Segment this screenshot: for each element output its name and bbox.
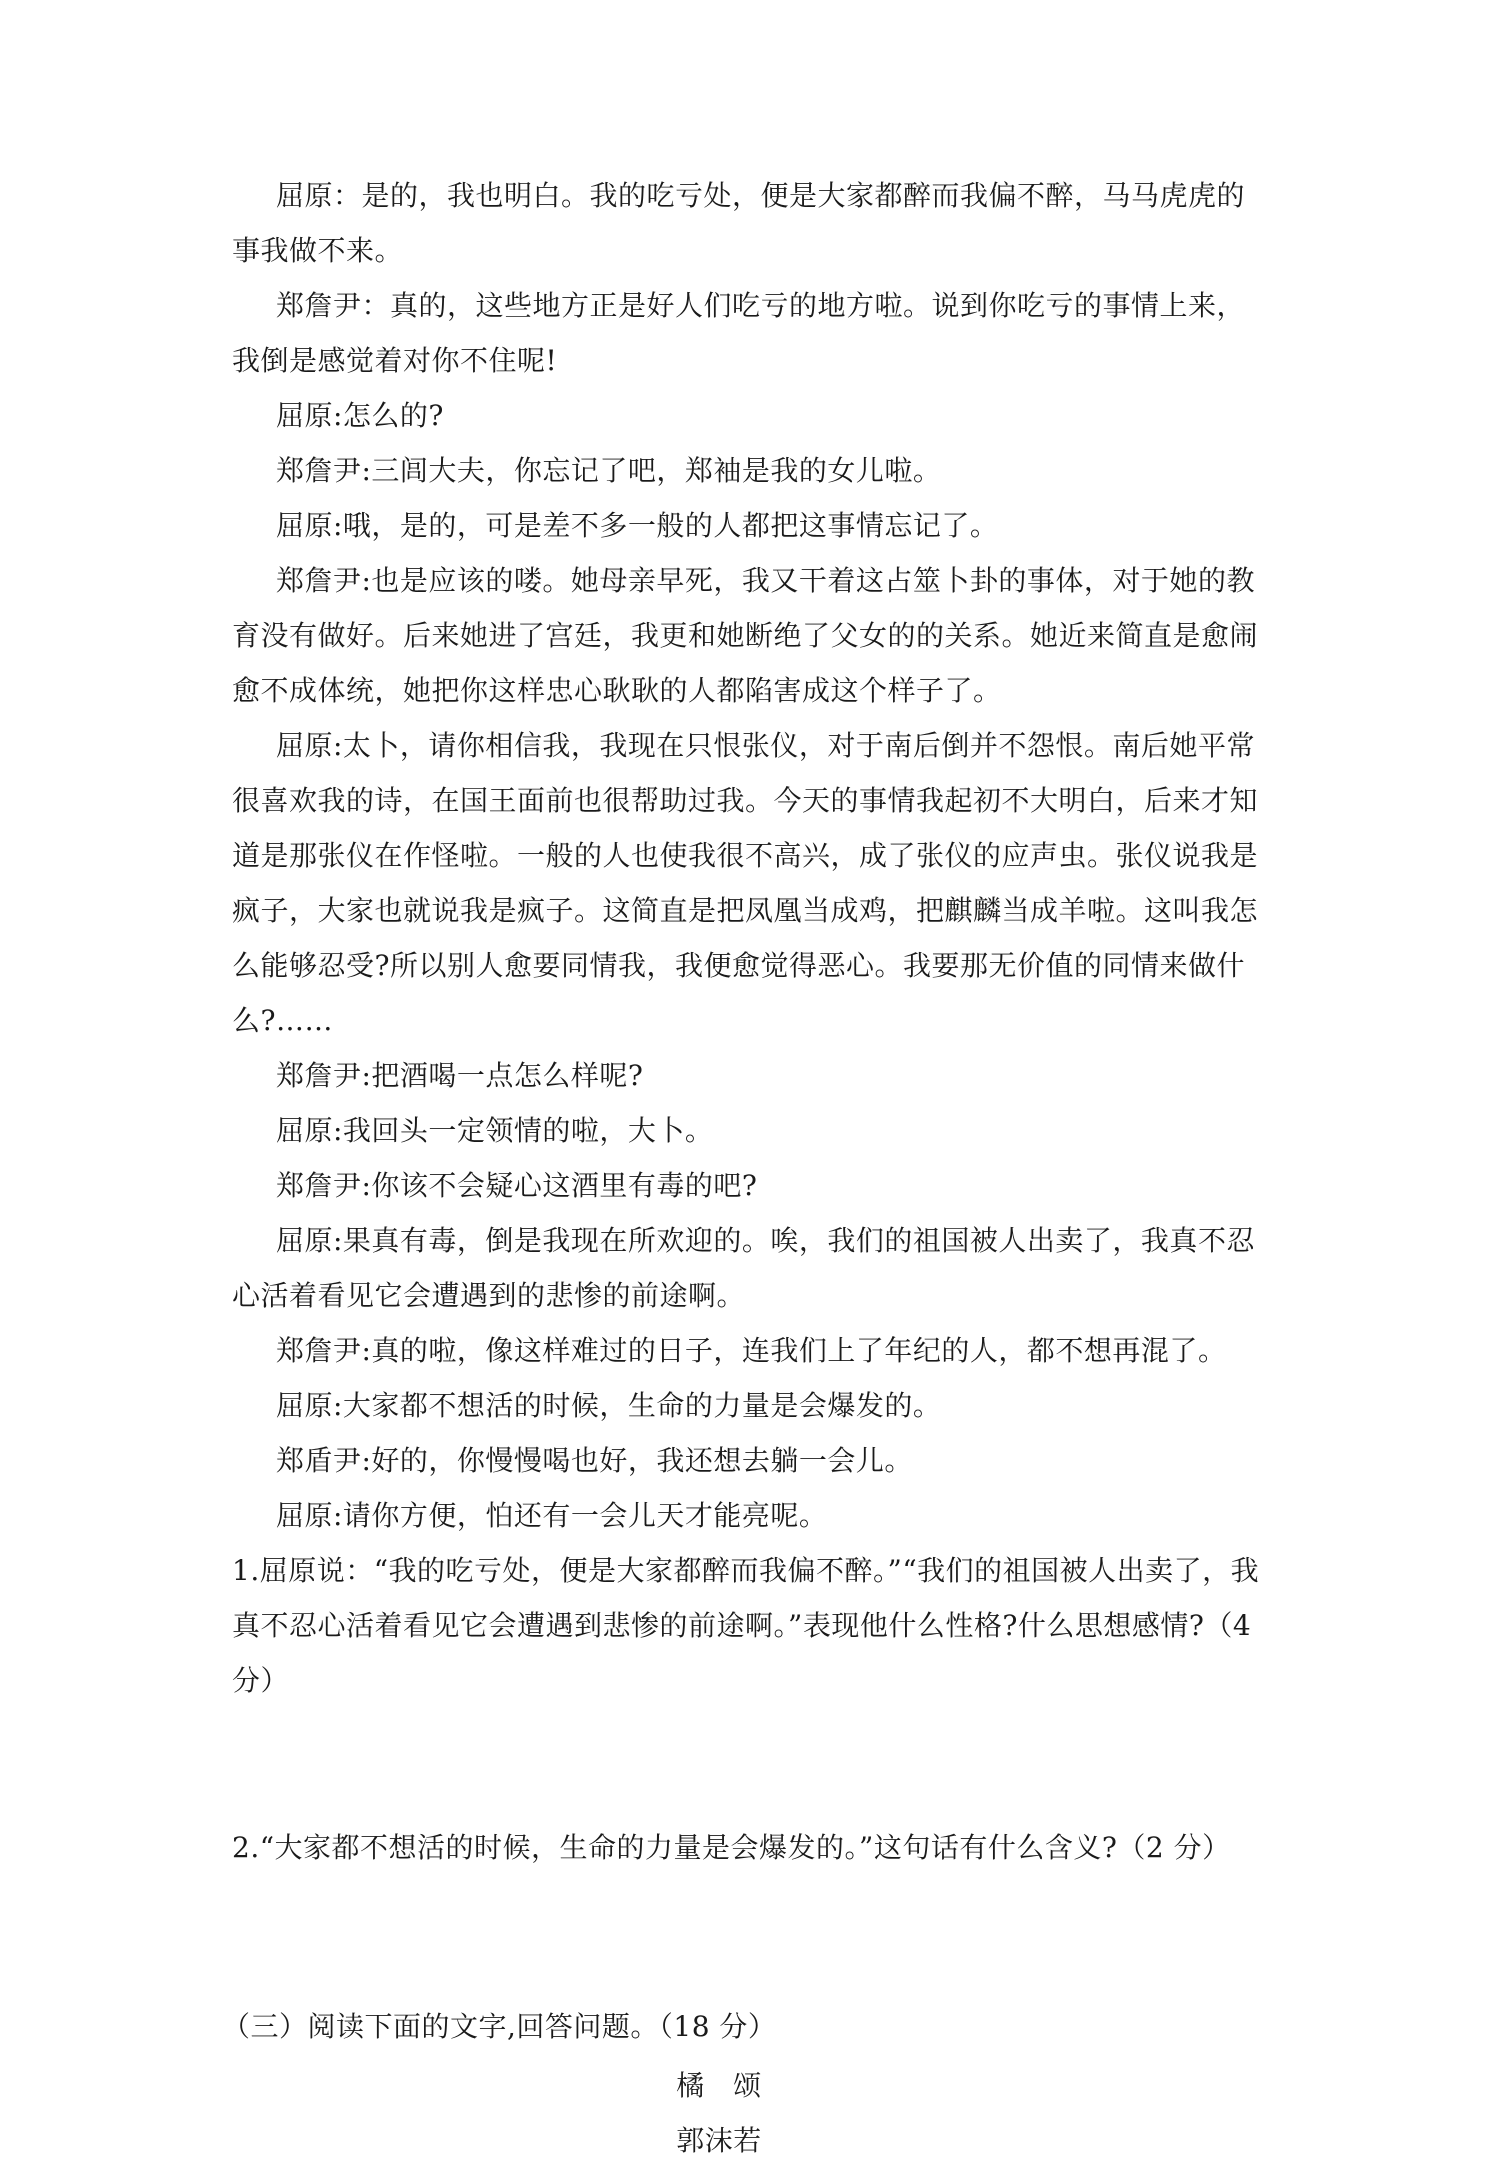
dialogue-line: 郑盾尹:好的，你慢慢喝也好，我还想去躺一会儿。: [276, 1444, 913, 1477]
dialogue-line: 屈原：是的，我也明白。我的吃亏处，便是大家都醉而我偏不醉，马马虎虎的事我做不来。: [232, 179, 1246, 267]
answer-space-1: [232, 1708, 1272, 1820]
section-heading: （三）阅读下面的文字,回答问题。（18 分）: [222, 2010, 777, 2043]
dialogue-line: 屈原:我回头一定领情的啦，大卜。: [276, 1114, 714, 1147]
dialogue-line: 屈原:果真有毒，倒是我现在所欢迎的。唉，我们的祖国被人出卖了，我真不忍心活着看见它会遭遇到的悲惨的前途啊。: [232, 1224, 1255, 1312]
dialogue-line: 郑詹尹:三闾大夫，你忘记了吧，郑袖是我的女儿啦。: [276, 454, 942, 487]
dialogue-line: 屈原:哦，是的，可是差不多一般的人都把这事情忘记了。: [276, 509, 999, 542]
document-content: [222, 168, 1272, 2168]
dialogue-line: 屈原:太卜，请你相信我，我现在只恨张仪，对于南后倒并不怨恨。南后她平常很喜欢我的诗，在国王面前也很帮助过我。今天的事情我起初不大明白，后来才知道是那张仪在作怪啦。一般的人也使我很不高兴，成了张仪的应声虫。张仪说我是疯子，大家也就说我是疯子。这简直是把凤凰当成鸡，把麒麟当成羊啦。这叫我怎么能够忍受?所以别人愈要同情我，我便愈觉得恶心。我要那无价值的同情来做什么?……: [232, 729, 1259, 1037]
answer-space-2: [232, 1875, 1272, 1991]
dialogue-line: 郑詹尹:你该不会疑心这酒里有毒的吧?: [276, 1169, 758, 1202]
dialogue-line: 屈原:大家都不想活的时候，生命的力量是会爆发的。: [276, 1389, 942, 1422]
dialogue-line: 屈原:请你方便，怕还有一会儿天才能亮呢。: [276, 1499, 828, 1532]
dialogue-line: 郑詹尹:也是应该的喽。她母亲早死，我又干着这占筮卜卦的事体，对于她的教育没有做好。后来她进了宫廷，我更和她断绝了父女的的关系。她近来简直是愈闹愈不成体统，她把你这样忠心耿耿的人都陷害成这个样子了。: [232, 564, 1259, 707]
question-1: 1.屈原说：“我的吃亏处，便是大家都醉而我偏不醉。”“我们的祖国被人出卖了，我真不忍心活着看见它会遭遇到悲惨的前途啊。”表现他什么性格?什么思想感情?（4 分）: [232, 1554, 1260, 1697]
question-2: 2.“大家都不想活的时候，生命的力量是会爆发的。”这句话有什么含义?（2 分）: [232, 1831, 1231, 1864]
dialogue-line: 屈原:怎么的?: [276, 399, 444, 432]
dialogue-line: 郑詹尹:真的啦，像这样难过的日子，连我们上了年纪的人，都不想再混了。: [276, 1334, 1227, 1367]
dialogue-line: 郑詹尹：真的，这些地方正是好人们吃亏的地方啦。说到你吃亏的事情上来，我倒是感觉着对你不住呢!: [232, 289, 1246, 377]
poem-title: 橘 颂: [676, 2069, 762, 2102]
dialogue-line: 郑詹尹:把酒喝一点怎么样呢?: [276, 1059, 644, 1092]
poem-author: 郭沫若: [676, 2124, 762, 2157]
